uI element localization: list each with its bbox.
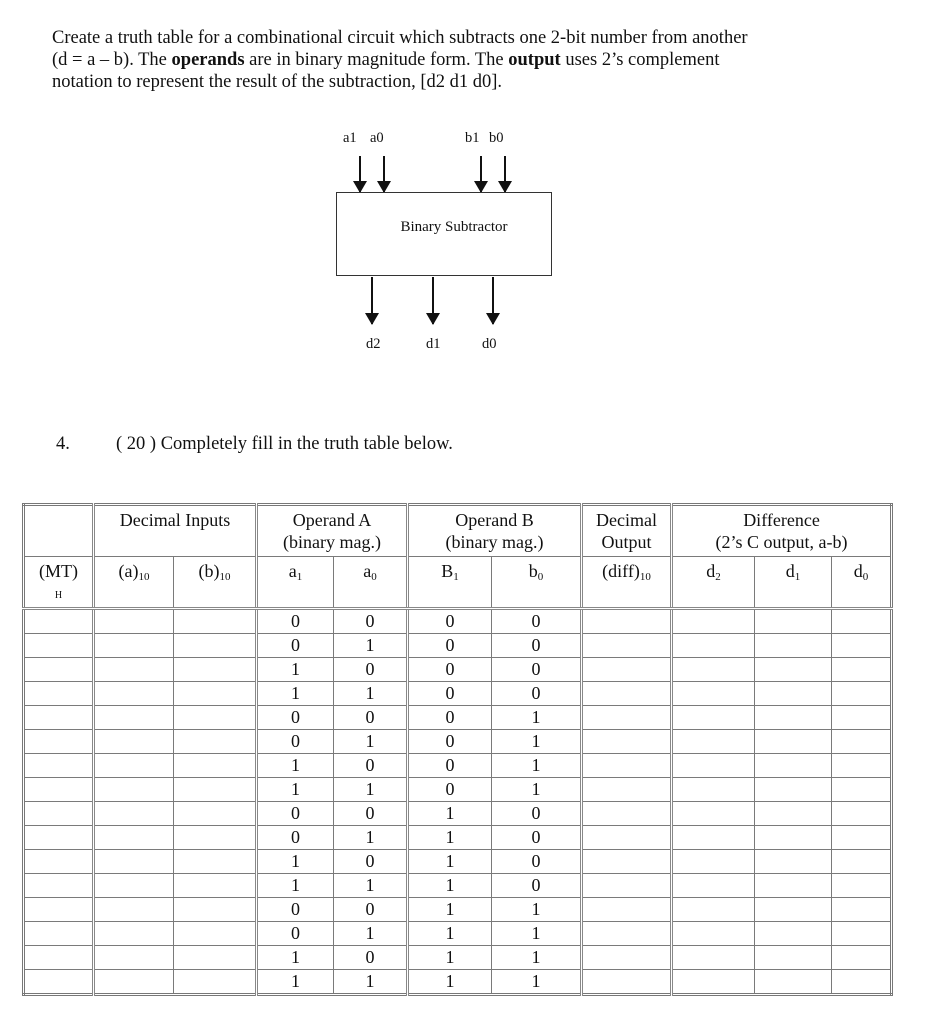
a10-cell[interactable]	[94, 754, 174, 778]
d2-cell[interactable]	[672, 730, 755, 754]
b0-cell: 0	[492, 874, 582, 898]
d1-column-header: $d_1$	[755, 557, 832, 609]
d0-cell[interactable]	[832, 658, 892, 682]
a0-column-header: $a_0$	[334, 557, 408, 609]
binary-subtractor-block	[336, 192, 552, 276]
mt-cell[interactable]	[24, 778, 94, 802]
a10-cell[interactable]	[94, 874, 174, 898]
d2-cell[interactable]	[672, 946, 755, 970]
operands-bold: operands	[171, 50, 245, 70]
table-row	[24, 754, 892, 778]
mt-cell[interactable]	[24, 609, 94, 634]
table-row	[24, 922, 892, 946]
b10-cell[interactable]	[174, 826, 257, 850]
truth-table	[22, 503, 893, 996]
operand-b-header: Operand B (binary mag.)	[408, 505, 582, 557]
d1-cell[interactable]	[755, 634, 832, 658]
b0-cell: 1	[492, 754, 582, 778]
diff-column-header: $(diff)_{10}$	[582, 557, 672, 609]
b10-cell[interactable]	[174, 706, 257, 730]
arrow-down-icon	[432, 277, 434, 324]
arrow-down-icon	[371, 277, 373, 324]
b0-cell: 1	[492, 778, 582, 802]
b1-cell: 0	[408, 730, 492, 754]
table-row	[24, 778, 892, 802]
a1-cell: 1	[257, 970, 334, 995]
table-row	[24, 850, 892, 874]
question-text: ( 20 ) Completely fill in the truth table below.	[116, 434, 453, 454]
diff10-cell[interactable]	[582, 754, 672, 778]
mt-column-header: (MT) H	[24, 557, 94, 609]
b10-cell[interactable]	[174, 946, 257, 970]
d1-cell[interactable]	[755, 682, 832, 706]
input-label-b1: b1	[465, 130, 480, 146]
d1-cell[interactable]	[755, 850, 832, 874]
output-label-d0: d0	[482, 336, 497, 352]
d0-cell[interactable]	[832, 706, 892, 730]
a1-cell: 0	[257, 898, 334, 922]
d0-cell[interactable]	[832, 682, 892, 706]
a10-cell[interactable]	[94, 682, 174, 706]
b0-cell: 1	[492, 970, 582, 995]
d1-cell[interactable]	[755, 754, 832, 778]
d0-cell[interactable]	[832, 802, 892, 826]
d0-cell[interactable]	[832, 754, 892, 778]
b10-cell[interactable]	[174, 658, 257, 682]
a10-cell[interactable]	[94, 802, 174, 826]
mt-cell[interactable]	[24, 898, 94, 922]
d0-cell[interactable]	[832, 970, 892, 995]
d2-cell[interactable]	[672, 682, 755, 706]
d2-cell[interactable]	[672, 850, 755, 874]
d2-cell[interactable]	[672, 754, 755, 778]
b1-cell: 0	[408, 706, 492, 730]
d2-cell[interactable]	[672, 922, 755, 946]
intro-line-2: (d = a – b). The operands are in binary magnitude form. The output uses 2’s complement	[52, 50, 720, 70]
table-row	[24, 634, 892, 658]
b10-cell[interactable]	[174, 609, 257, 634]
d1-cell[interactable]	[755, 802, 832, 826]
a0-cell: 1	[334, 874, 408, 898]
b10-column-header: $(b)_{10}$	[174, 557, 257, 609]
a1-cell: 0	[257, 826, 334, 850]
a0-cell: 0	[334, 658, 408, 682]
mt-cell[interactable]	[24, 658, 94, 682]
a1-cell: 1	[257, 754, 334, 778]
d0-column-header: $d_0$	[832, 557, 892, 609]
diff10-cell[interactable]	[582, 730, 672, 754]
b1-cell: 1	[408, 946, 492, 970]
d2-cell[interactable]	[672, 898, 755, 922]
b0-cell: 0	[492, 682, 582, 706]
a10-cell[interactable]	[94, 922, 174, 946]
difference-header: Difference (2’s C output, a-b)	[672, 505, 892, 557]
b10-cell[interactable]	[174, 802, 257, 826]
mt-cell[interactable]	[24, 946, 94, 970]
b1-cell: 0	[408, 634, 492, 658]
a1-cell: 0	[257, 609, 334, 634]
a10-column-header: $(a)_{10}$	[94, 557, 174, 609]
operand-a-header: Operand A (binary mag.)	[257, 505, 408, 557]
a1-cell: 0	[257, 706, 334, 730]
table-row	[24, 802, 892, 826]
b10-cell[interactable]	[174, 778, 257, 802]
diff10-cell[interactable]	[582, 706, 672, 730]
d1-cell[interactable]	[755, 730, 832, 754]
diff10-cell[interactable]	[582, 658, 672, 682]
b10-cell[interactable]	[174, 634, 257, 658]
b0-cell: 1	[492, 730, 582, 754]
table-row	[24, 609, 892, 634]
arrow-down-icon	[480, 156, 482, 192]
d2-cell[interactable]	[672, 609, 755, 634]
a0-cell: 0	[334, 898, 408, 922]
b1-cell: 1	[408, 874, 492, 898]
d0-cell[interactable]	[832, 946, 892, 970]
b1-cell: 1	[408, 922, 492, 946]
b10-cell[interactable]	[174, 922, 257, 946]
b1-cell: 0	[408, 754, 492, 778]
d0-cell[interactable]	[832, 850, 892, 874]
d0-cell[interactable]	[832, 609, 892, 634]
arrow-down-icon	[359, 156, 361, 192]
table-row	[24, 946, 892, 970]
d1-cell[interactable]	[755, 706, 832, 730]
truth-table-body	[24, 609, 892, 995]
a1-cell: 1	[257, 778, 334, 802]
output-bold: output	[508, 50, 561, 70]
arrow-down-icon	[504, 156, 506, 192]
b1-cell: 1	[408, 826, 492, 850]
b0-cell: 1	[492, 898, 582, 922]
b1-cell: 1	[408, 970, 492, 995]
a10-cell[interactable]	[94, 730, 174, 754]
diff10-cell[interactable]	[582, 922, 672, 946]
a10-cell[interactable]	[94, 970, 174, 995]
b0-cell: 0	[492, 609, 582, 634]
output-label-d1: d1	[426, 336, 441, 352]
a10-cell[interactable]	[94, 850, 174, 874]
table-row	[24, 826, 892, 850]
a1-cell: 1	[257, 850, 334, 874]
a10-cell[interactable]	[94, 658, 174, 682]
diff10-cell[interactable]	[582, 970, 672, 995]
diff10-cell[interactable]	[582, 778, 672, 802]
b1-cell: 0	[408, 778, 492, 802]
b10-cell[interactable]	[174, 682, 257, 706]
a1-cell: 1	[257, 682, 334, 706]
a1-cell: 1	[257, 874, 334, 898]
input-label-a0: a0	[370, 130, 384, 146]
a0-cell: 0	[334, 754, 408, 778]
d2-cell[interactable]	[672, 874, 755, 898]
a0-cell: 0	[334, 609, 408, 634]
a0-cell: 0	[334, 706, 408, 730]
b1-cell: 0	[408, 682, 492, 706]
group-header-row	[24, 505, 892, 557]
a0-cell: 1	[334, 682, 408, 706]
decimal-output-header: Decimal Output	[582, 505, 672, 557]
a0-cell: 0	[334, 802, 408, 826]
mt-cell[interactable]	[24, 706, 94, 730]
a0-cell: 0	[334, 850, 408, 874]
b1-cell: 1	[408, 850, 492, 874]
table-row	[24, 706, 892, 730]
mt-group-header	[24, 505, 94, 557]
d0-cell[interactable]	[832, 730, 892, 754]
d2-cell[interactable]	[672, 658, 755, 682]
mt-cell[interactable]	[24, 754, 94, 778]
table-row	[24, 730, 892, 754]
b10-cell[interactable]	[174, 874, 257, 898]
question-number: 4.	[56, 434, 70, 454]
d0-cell[interactable]	[832, 874, 892, 898]
d1-cell[interactable]	[755, 826, 832, 850]
a10-cell[interactable]	[94, 634, 174, 658]
b1-column-header: $B_1$	[408, 557, 492, 609]
d2-cell[interactable]	[672, 778, 755, 802]
a0-cell: 1	[334, 730, 408, 754]
a1-cell: 0	[257, 730, 334, 754]
b0-cell: 0	[492, 634, 582, 658]
a10-cell[interactable]	[94, 609, 174, 634]
diff10-cell[interactable]	[582, 682, 672, 706]
a1-cell: 0	[257, 922, 334, 946]
d2-cell[interactable]	[672, 802, 755, 826]
input-label-b0: b0	[489, 130, 504, 146]
mt-cell[interactable]	[24, 850, 94, 874]
intro-line-1: Create a truth table for a combinational circuit which subtracts one 2-bit number from another	[52, 28, 748, 48]
mt-cell[interactable]	[24, 682, 94, 706]
b0-cell: 1	[492, 946, 582, 970]
a10-cell[interactable]	[94, 826, 174, 850]
mt-cell[interactable]	[24, 970, 94, 995]
b10-cell[interactable]	[174, 850, 257, 874]
diff10-cell[interactable]	[582, 898, 672, 922]
d2-cell[interactable]	[672, 706, 755, 730]
d1-cell[interactable]	[755, 609, 832, 634]
table-row	[24, 874, 892, 898]
b1-cell: 1	[408, 802, 492, 826]
a0-cell: 1	[334, 634, 408, 658]
diff10-cell[interactable]	[582, 850, 672, 874]
b10-cell[interactable]	[174, 754, 257, 778]
b0-column-header: $b_0$	[492, 557, 582, 609]
table-row	[24, 898, 892, 922]
d0-cell[interactable]	[832, 922, 892, 946]
diff10-cell[interactable]	[582, 946, 672, 970]
b0-cell: 0	[492, 802, 582, 826]
d0-cell[interactable]	[832, 778, 892, 802]
b10-cell[interactable]	[174, 898, 257, 922]
block-label: Binary Subtractor	[400, 219, 508, 235]
a1-column-header: $a_1$	[257, 557, 334, 609]
d2-cell[interactable]	[672, 970, 755, 995]
diff10-cell[interactable]	[582, 826, 672, 850]
table-row	[24, 682, 892, 706]
diff10-cell[interactable]	[582, 609, 672, 634]
a0-cell: 1	[334, 826, 408, 850]
a0-cell: 1	[334, 922, 408, 946]
diff10-cell[interactable]	[582, 874, 672, 898]
mt-cell[interactable]	[24, 874, 94, 898]
a1-cell: 1	[257, 946, 334, 970]
b1-cell: 1	[408, 898, 492, 922]
table-row	[24, 970, 892, 995]
d1-cell[interactable]	[755, 946, 832, 970]
subtractor-block-diagram	[0, 0, 940, 420]
a10-cell[interactable]	[94, 946, 174, 970]
d1-cell[interactable]	[755, 922, 832, 946]
mt-cell[interactable]	[24, 922, 94, 946]
column-header-row	[24, 557, 892, 609]
a10-cell[interactable]	[94, 778, 174, 802]
b10-cell[interactable]	[174, 970, 257, 995]
b0-cell: 1	[492, 706, 582, 730]
a1-cell: 1	[257, 658, 334, 682]
d1-cell[interactable]	[755, 658, 832, 682]
d1-cell[interactable]	[755, 970, 832, 995]
mt-cell[interactable]	[24, 634, 94, 658]
b0-cell: 0	[492, 658, 582, 682]
b10-cell[interactable]	[174, 730, 257, 754]
d0-cell[interactable]	[832, 634, 892, 658]
a0-cell: 0	[334, 946, 408, 970]
d1-cell[interactable]	[755, 874, 832, 898]
b1-cell: 0	[408, 658, 492, 682]
mt-cell[interactable]	[24, 802, 94, 826]
arrow-down-icon	[492, 277, 494, 324]
a1-cell: 0	[257, 802, 334, 826]
mt-cell[interactable]	[24, 826, 94, 850]
diff10-cell[interactable]	[582, 634, 672, 658]
intro-line-3: notation to represent the result of the subtraction, [d2 d1 d0].	[52, 72, 503, 92]
b0-cell: 1	[492, 922, 582, 946]
a10-cell[interactable]	[94, 706, 174, 730]
a0-cell: 1	[334, 970, 408, 995]
d0-cell[interactable]	[832, 826, 892, 850]
a0-cell: 1	[334, 778, 408, 802]
arrow-down-icon	[383, 156, 385, 192]
d0-cell[interactable]	[832, 898, 892, 922]
diff10-cell[interactable]	[582, 802, 672, 826]
decimal-inputs-header: Decimal Inputs	[94, 505, 257, 557]
table-row	[24, 658, 892, 682]
b0-cell: 0	[492, 850, 582, 874]
d1-cell[interactable]	[755, 898, 832, 922]
d1-cell[interactable]	[755, 778, 832, 802]
d2-cell[interactable]	[672, 826, 755, 850]
d2-column-header: $d_2$	[672, 557, 755, 609]
b0-cell: 0	[492, 826, 582, 850]
output-label-d2: d2	[366, 336, 381, 352]
mt-cell[interactable]	[24, 730, 94, 754]
input-label-a1: a1	[343, 130, 357, 146]
a1-cell: 0	[257, 634, 334, 658]
d2-cell[interactable]	[672, 634, 755, 658]
a10-cell[interactable]	[94, 898, 174, 922]
b1-cell: 0	[408, 609, 492, 634]
